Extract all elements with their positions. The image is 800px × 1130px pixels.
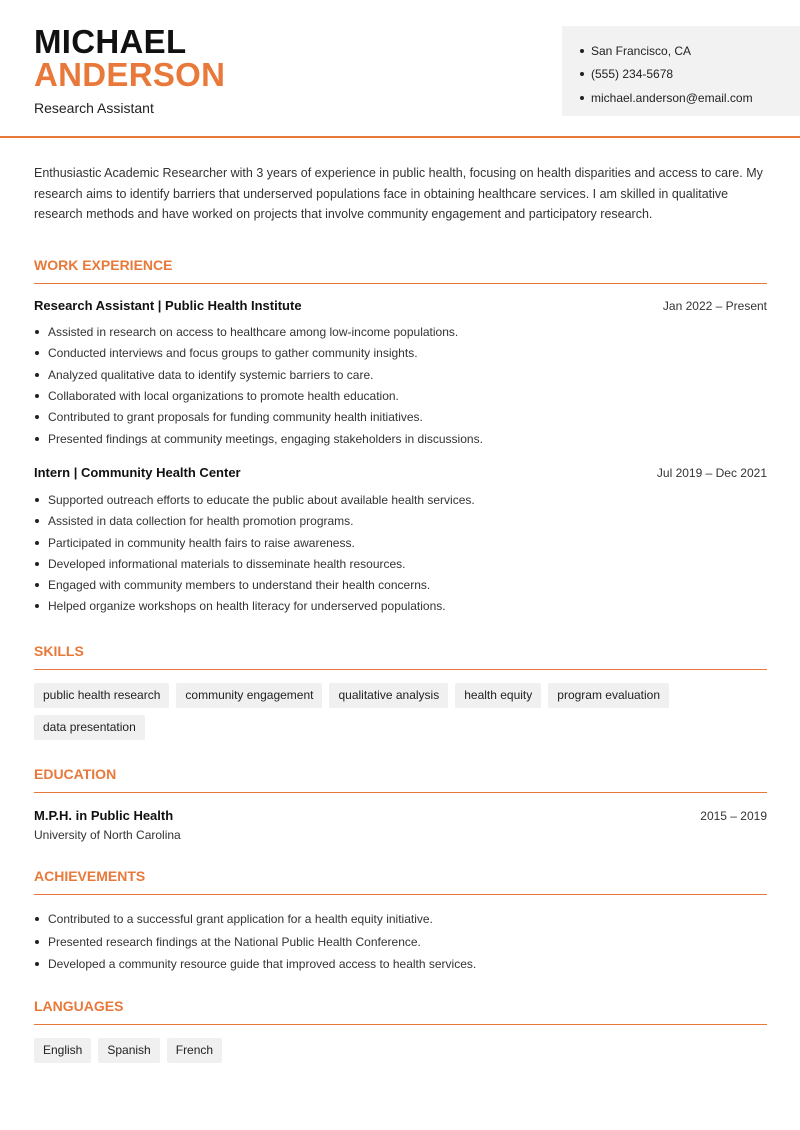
job-dates: Jul 2019 – Dec 2021 bbox=[656, 466, 767, 481]
contact-email bbox=[580, 86, 800, 110]
achievements-heading: ACHIEVEMENTS bbox=[34, 868, 767, 895]
education-header bbox=[34, 808, 767, 823]
job-entry bbox=[34, 298, 767, 450]
bullet-icon bbox=[35, 415, 39, 419]
language-chip: Spanish bbox=[98, 1038, 159, 1063]
languages-heading: LANGUAGES bbox=[34, 998, 767, 1025]
first-name: MICHAEL bbox=[34, 23, 187, 60]
bullet-icon bbox=[35, 604, 39, 608]
list-item bbox=[34, 908, 767, 931]
list-item-text: Developed a community resource guide that improved access to health services. bbox=[48, 957, 477, 972]
language-chip: English bbox=[34, 1038, 91, 1063]
skill-chip: community engagement bbox=[176, 683, 322, 708]
bullet-icon bbox=[35, 917, 39, 921]
skill-chip: program evaluation bbox=[548, 683, 669, 708]
list-item-text: Analyzed qualitative data to identify systemic barriers to care. bbox=[48, 367, 374, 382]
bullet-icon bbox=[35, 351, 39, 355]
work-experience-heading: WORK EXPERIENCE bbox=[34, 257, 767, 284]
bullet-icon bbox=[35, 583, 39, 587]
education-school: University of North Carolina bbox=[34, 828, 181, 843]
job-header bbox=[34, 465, 767, 480]
bullet-icon bbox=[35, 437, 39, 441]
languages-list bbox=[34, 1038, 767, 1063]
contact-location bbox=[580, 39, 800, 63]
job-header bbox=[34, 298, 767, 313]
list-item bbox=[34, 407, 767, 428]
contact-box bbox=[562, 26, 800, 116]
contact-location-text: San Francisco, CA bbox=[591, 43, 692, 58]
resume-body bbox=[34, 163, 767, 1063]
list-item-text: Assisted in research on access to healthcare among low-income populations. bbox=[48, 325, 459, 340]
bullet-icon bbox=[35, 562, 39, 566]
list-item bbox=[34, 364, 767, 385]
achievements-list bbox=[34, 908, 767, 976]
job-bullets bbox=[34, 489, 767, 617]
job-entry bbox=[34, 465, 767, 617]
list-item bbox=[34, 511, 767, 532]
list-item-text: Contributed to a successful grant application for a health equity initiative. bbox=[48, 912, 433, 927]
list-item bbox=[34, 953, 767, 976]
last-name: ANDERSON bbox=[34, 56, 226, 93]
list-item-text: Participated in community health fairs to raise awareness. bbox=[48, 535, 355, 550]
list-item bbox=[34, 532, 767, 553]
list-item bbox=[34, 322, 767, 343]
list-item bbox=[34, 574, 767, 595]
list-item bbox=[34, 596, 767, 617]
job-role: Research Assistant | Public Health Institute bbox=[34, 297, 302, 313]
bullet-icon bbox=[35, 373, 39, 377]
skill-chip: qualitative analysis bbox=[329, 683, 448, 708]
list-item-text: Engaged with community members to understand their health concerns. bbox=[48, 578, 431, 593]
list-item-text: Presented research findings at the National Public Health Conference. bbox=[48, 934, 421, 949]
education-degree: M.P.H. in Public Health bbox=[34, 808, 174, 824]
list-item bbox=[34, 489, 767, 510]
skill-chip: health equity bbox=[455, 683, 541, 708]
list-item bbox=[34, 385, 767, 406]
job-role: Intern | Community Health Center bbox=[34, 465, 241, 481]
list-item-text: Assisted in data collection for health promotion programs. bbox=[48, 514, 354, 529]
list-item bbox=[34, 553, 767, 574]
language-chip: French bbox=[167, 1038, 222, 1063]
job-dates: Jan 2022 – Present bbox=[662, 298, 767, 313]
skill-chip: public health research bbox=[34, 683, 169, 708]
bullet-icon bbox=[35, 962, 39, 966]
bullet-icon bbox=[35, 498, 39, 502]
bullet-icon bbox=[35, 394, 39, 398]
list-item-text: Collaborated with local organizations to promote health education. bbox=[48, 389, 399, 404]
skills-list bbox=[34, 683, 767, 740]
bullet-icon bbox=[35, 940, 39, 944]
skill-chip: data presentation bbox=[34, 715, 145, 740]
education-years: 2015 – 2019 bbox=[700, 809, 767, 824]
summary-paragraph: Enthusiastic Academic Researcher with 3 years of experience in public health, focusing on health disparities and access to care. My research aims to identify barriers that underserved populations face in obtaining healthcare services. I am skilled in qualitative research methods and have worked on projects that involve community engagement and participatory research. bbox=[34, 166, 763, 221]
list-item-text: Conducted interviews and focus groups to gather community insights. bbox=[48, 346, 418, 361]
bullet-icon bbox=[580, 96, 584, 100]
bullet-icon bbox=[35, 519, 39, 523]
resume-header bbox=[0, 0, 800, 138]
bullet-icon bbox=[580, 49, 584, 53]
list-item-text: Helped organize workshops on health literacy for underserved populations. bbox=[48, 599, 446, 614]
list-item-text: Contributed to grant proposals for funding community health initiatives. bbox=[48, 410, 423, 425]
list-item bbox=[34, 428, 767, 449]
bullet-icon bbox=[35, 541, 39, 545]
skills-heading: SKILLS bbox=[34, 643, 767, 670]
job-bullets bbox=[34, 322, 767, 450]
bullet-icon bbox=[35, 330, 39, 334]
list-item-text: Presented findings at community meetings, engaging stakeholders in discussions. bbox=[48, 431, 483, 446]
list-item-text: Developed informational materials to disseminate health resources. bbox=[48, 556, 406, 571]
list-item bbox=[34, 343, 767, 364]
list-item-text: Supported outreach efforts to educate the public about available health services. bbox=[48, 492, 475, 507]
list-item bbox=[34, 931, 767, 954]
contact-phone bbox=[580, 63, 800, 87]
contact-phone-text: (555) 234-5678 bbox=[591, 67, 674, 82]
contact-email-text: michael.anderson@email.com bbox=[591, 90, 753, 105]
job-title: Research Assistant bbox=[34, 100, 154, 116]
education-heading: EDUCATION bbox=[34, 766, 767, 793]
bullet-icon bbox=[580, 72, 584, 76]
